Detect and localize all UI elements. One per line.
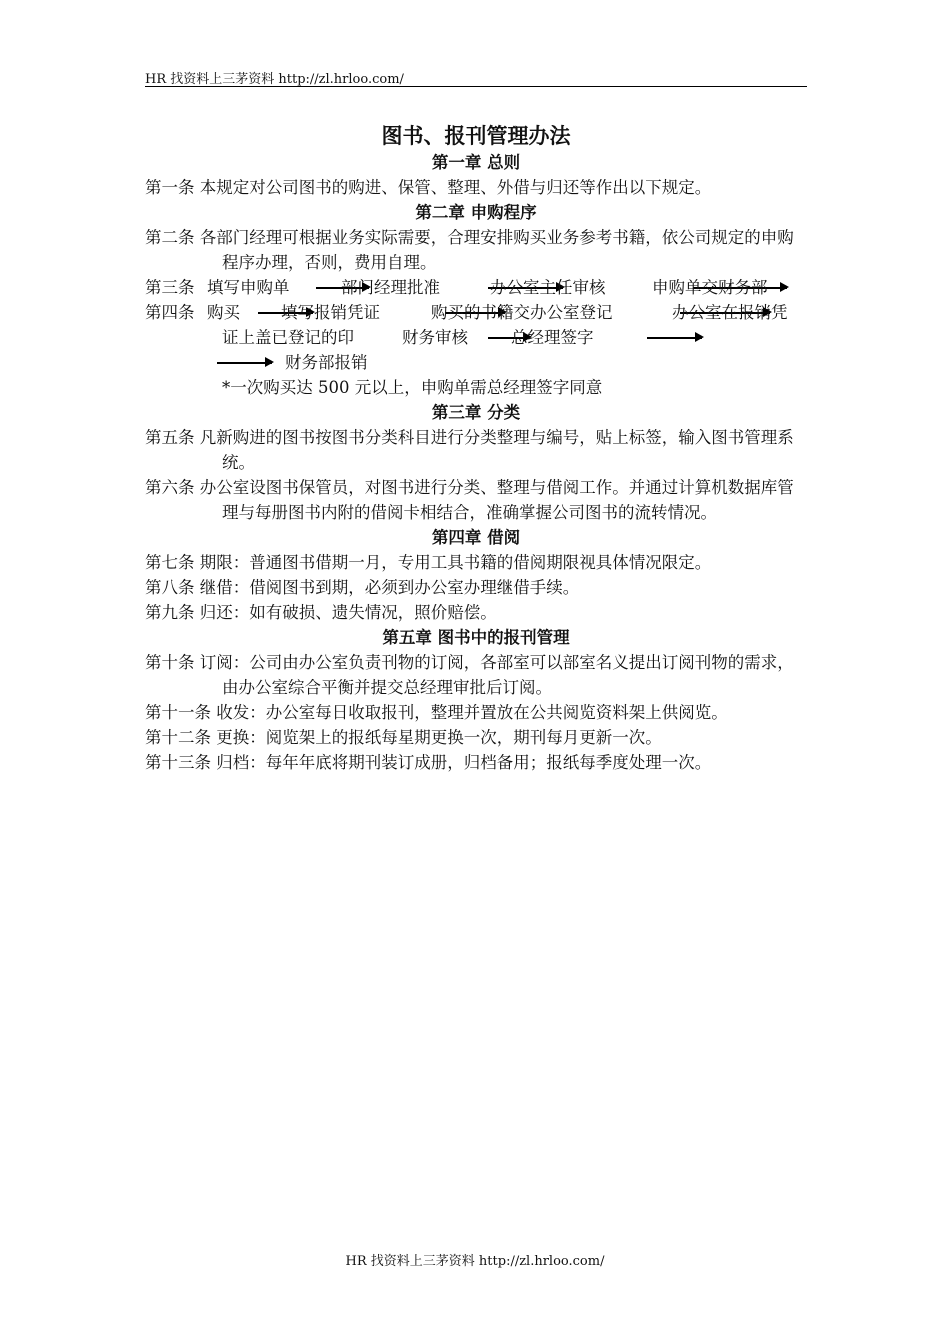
chapter-2-heading: 第二章 申购程序 xyxy=(415,203,537,222)
flow-step: 填写报销凭证 xyxy=(281,303,380,322)
article-7 xyxy=(145,550,807,575)
article-text: 订阅：公司由办公室负责刊物的订阅，各部室可以部室名义提出订阅刊物的需求，由办公室综合平衡并提交总经理审批后订阅。 xyxy=(199,653,794,697)
document-title: 图书、报刊管理办法 xyxy=(381,123,571,148)
article-number: 第十二条 xyxy=(145,728,211,747)
article-4-flow-line3 xyxy=(145,350,807,375)
article-6 xyxy=(145,475,807,525)
flow-arrow-icon xyxy=(217,362,272,364)
article-number: 第七条 xyxy=(145,553,195,572)
article-4-flow-line1 xyxy=(145,300,807,325)
chapter-3-heading: 第三章 分类 xyxy=(431,403,521,422)
article-text: 归档：每年年底将期刊装订成册，归档备用；报纸每季度处理一次。 xyxy=(216,753,712,772)
article-8 xyxy=(145,575,807,600)
article-number: 第六条 xyxy=(145,478,195,497)
article-text: 收发：办公室每日收取报刊，整理并置放在公共阅览资料架上供阅览。 xyxy=(216,703,728,722)
flow-step: 财务部报销 xyxy=(285,353,368,372)
article-number: 第一条 xyxy=(145,178,195,197)
article-number: 第四条 xyxy=(145,303,195,322)
article-1 xyxy=(145,175,807,200)
article-number: 第十一条 xyxy=(145,703,211,722)
page-header: HR 找资料上三茅资料 http://zl.hrloo.com/ xyxy=(145,68,807,87)
article-text: 各部门经理可根据业务实际需要，合理安排购买业务参考书籍，依公司规定的申购程序办理，否则，费用自理。 xyxy=(199,228,794,272)
article-text: 归还：如有破损、遗失情况，照价赔偿。 xyxy=(199,603,497,622)
flow-step: 办公室在报销凭 xyxy=(672,303,788,322)
flow-step: 总经理签字 xyxy=(511,328,594,347)
flow-arrow-icon xyxy=(647,337,702,339)
document-body xyxy=(145,122,807,775)
flow-step: 填写申购单 xyxy=(207,278,290,297)
article-text: 办公室设图书保管员，对图书进行分类、整理与借阅工作。并通过计算机数据库管理与每册图书内附的借阅卡相结合，准确掌握公司图书的流转情况。 xyxy=(199,478,794,522)
article-4-flow-line2 xyxy=(145,325,807,350)
chapter-1-heading: 第一章 总则 xyxy=(431,153,521,172)
flow-step: 申购单交财务部 xyxy=(652,278,768,297)
flow-step: 部门经理批准 xyxy=(341,278,440,297)
article-4-note: *一次购买达 500 元以上，申购单需总经理签字同意 xyxy=(222,378,603,397)
article-number: 第五条 xyxy=(145,428,195,447)
article-10 xyxy=(145,650,807,700)
article-9 xyxy=(145,600,807,625)
flow-step-continued: 证上盖已登记的印 xyxy=(222,328,354,347)
chapter-5-heading: 第五章 图书中的报刊管理 xyxy=(382,628,570,647)
article-text: 继借：借阅图书到期，必须到办公室办理继借手续。 xyxy=(199,578,580,597)
flow-step: 购买 xyxy=(207,303,240,322)
article-11 xyxy=(145,700,807,725)
flow-step: 财务审核 xyxy=(402,328,468,347)
article-3-flow xyxy=(145,275,807,300)
article-12 xyxy=(145,725,807,750)
flow-step: 购买的书籍交办公室登记 xyxy=(431,303,613,322)
article-number: 第八条 xyxy=(145,578,195,597)
chapter-4-heading: 第四章 借阅 xyxy=(431,528,521,547)
article-text: 本规定对公司图书的购进、保管、整理、外借与归还等作出以下规定。 xyxy=(199,178,712,197)
page-footer: HR 找资料上三茅资料 http://zl.hrloo.com/ xyxy=(345,1254,605,1269)
article-text: 期限：普通图书借期一月，专用工具书籍的借阅期限视具体情况限定。 xyxy=(199,553,712,572)
article-number: 第二条 xyxy=(145,228,195,247)
article-number: 第三条 xyxy=(145,278,195,297)
article-text: 凡新购进的图书按图书分类科目进行分类整理与编号，贴上标签，输入图书管理系统。 xyxy=(199,428,794,472)
article-text: 更换：阅览架上的报纸每星期更换一次，期刊每月更新一次。 xyxy=(216,728,662,747)
flow-step: 办公室主任审核 xyxy=(490,278,606,297)
article-number: 第十三条 xyxy=(145,753,211,772)
article-13 xyxy=(145,750,807,775)
article-number: 第九条 xyxy=(145,603,195,622)
article-2 xyxy=(145,225,807,275)
article-number: 第十条 xyxy=(145,653,195,672)
article-5 xyxy=(145,425,807,475)
